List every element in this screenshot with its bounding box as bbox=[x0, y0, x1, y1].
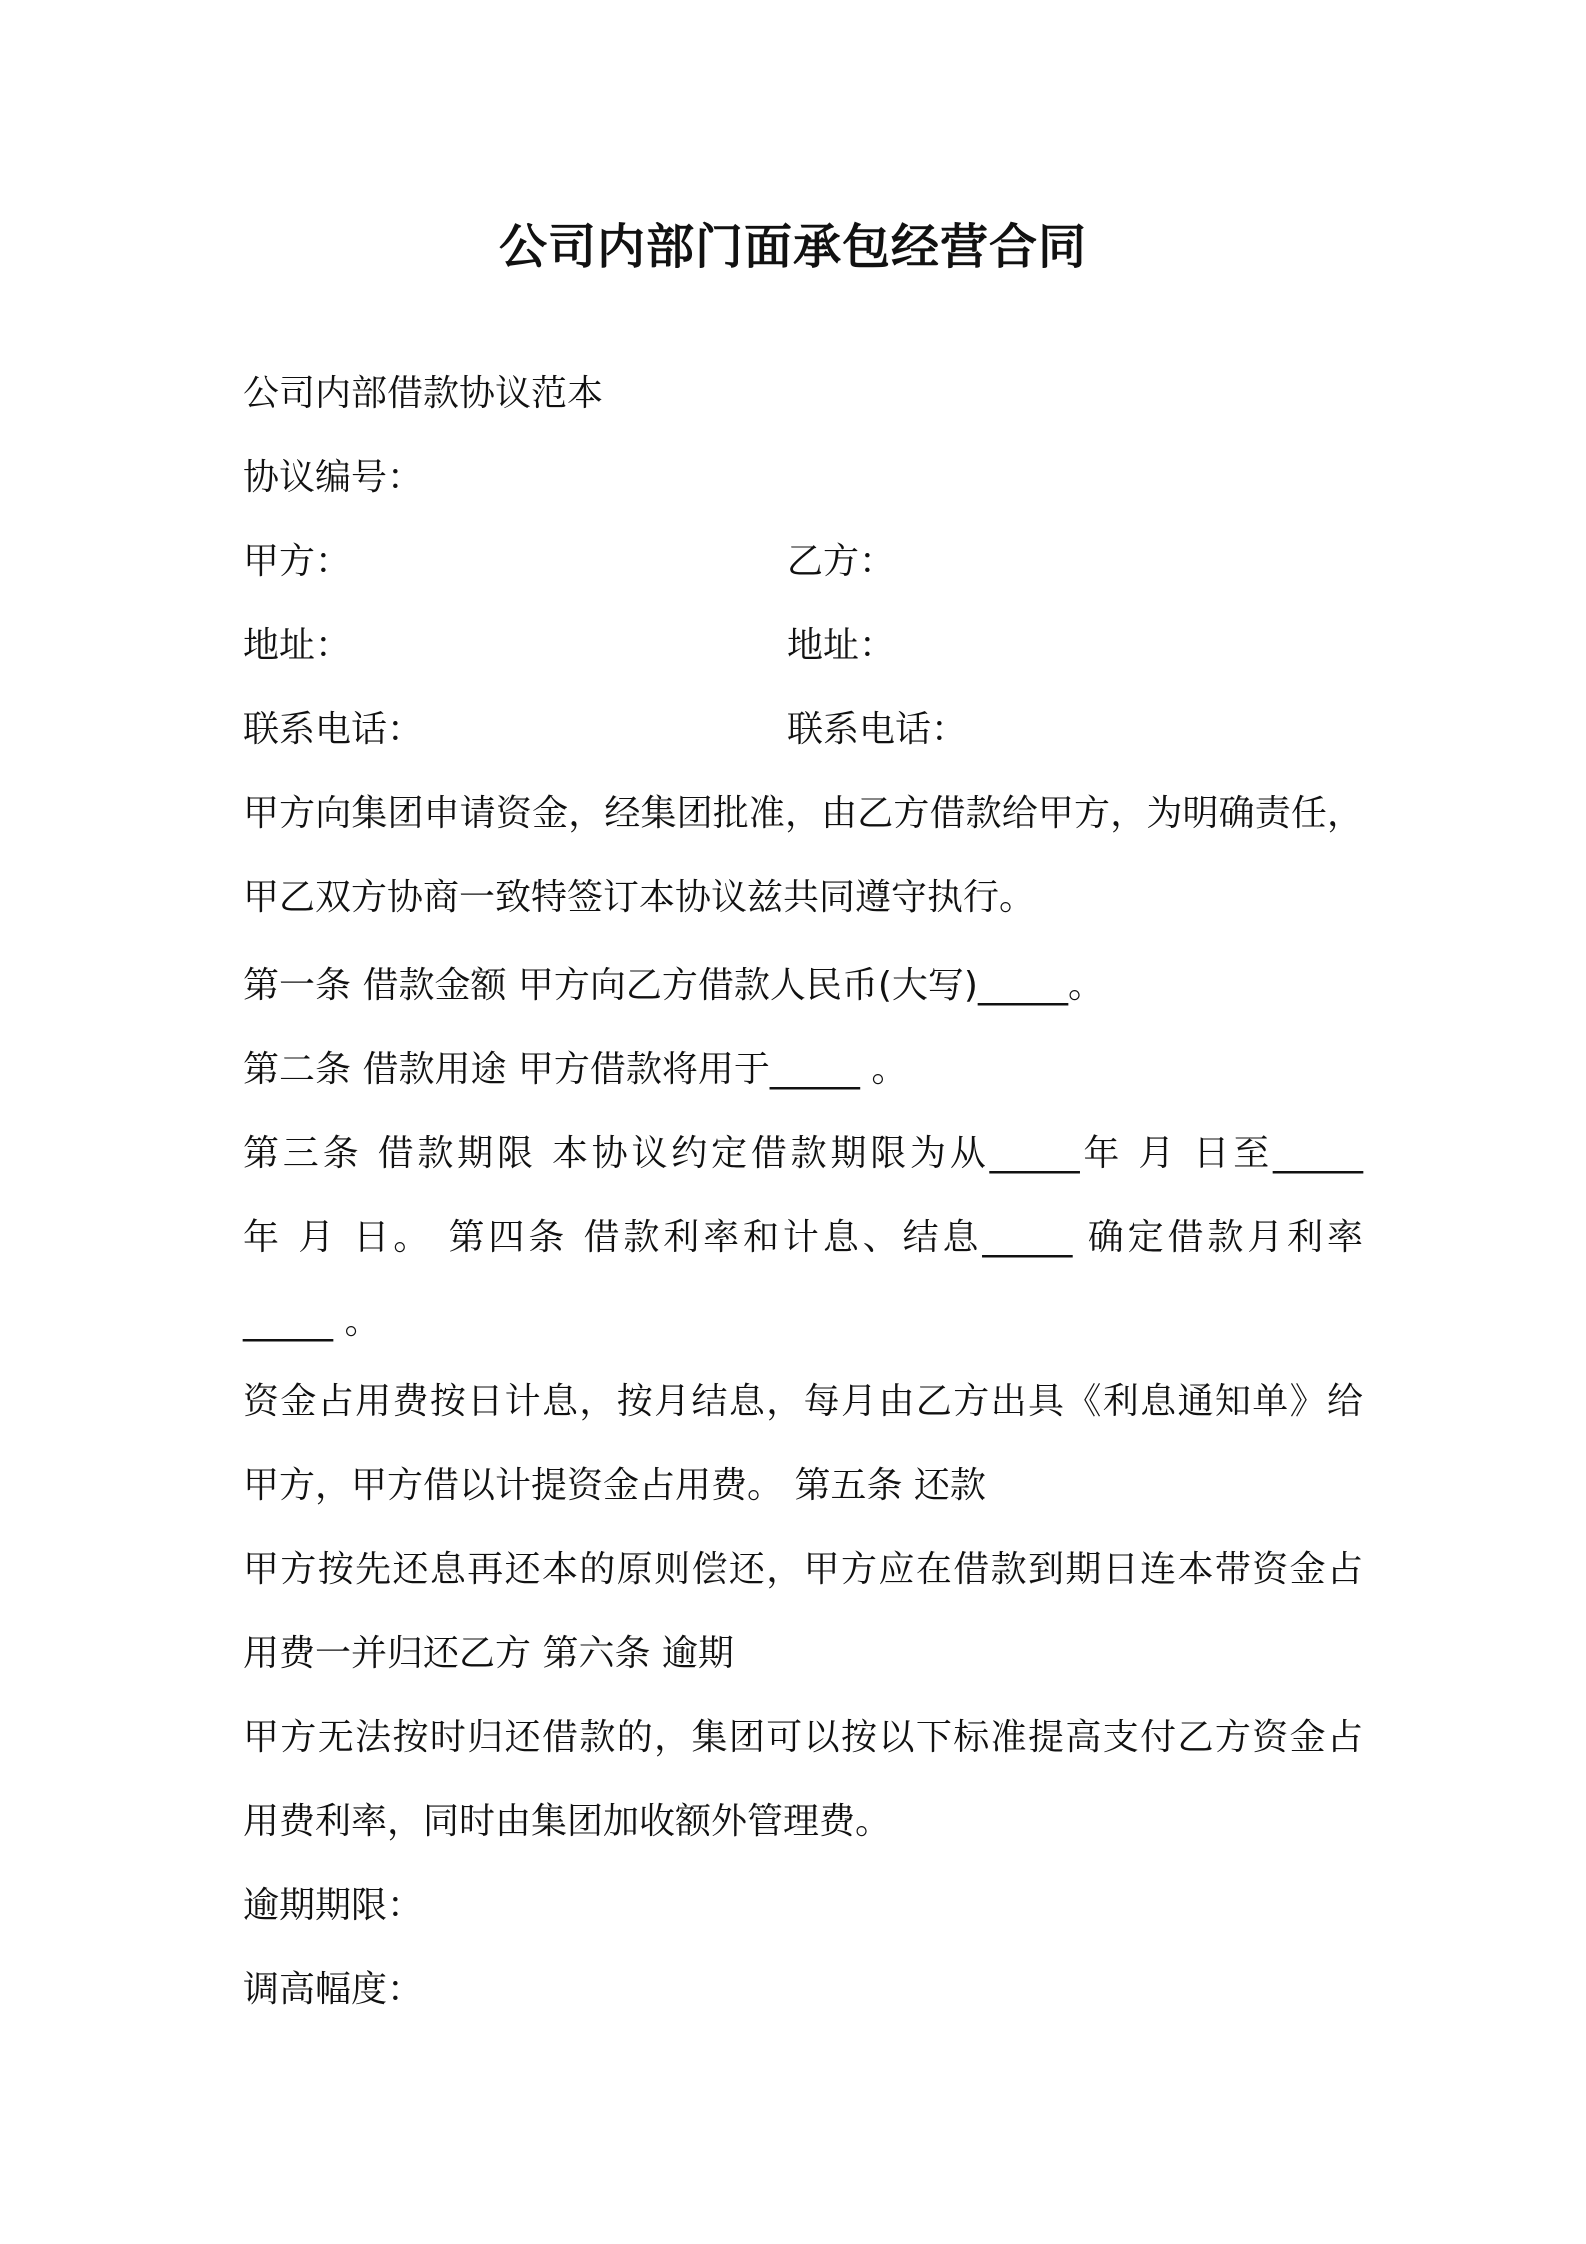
rate-increase-label: 调高幅度： bbox=[243, 1969, 424, 2010]
party-a-phone-label: 联系电话： bbox=[243, 709, 424, 750]
body-line: 甲方向集团申请资金，经集团批准，由乙方借款给甲方，为明确责任， bbox=[243, 793, 1363, 834]
body-line: 甲方无法按时归还借款的，集团可以按以下标准提高支付乙方资金占 bbox=[243, 1717, 1363, 1758]
article-5-line: 甲方，甲方借以计提资金占用费。 第五条 还款 bbox=[243, 1465, 986, 1506]
party-a-label: 甲方： bbox=[243, 541, 352, 582]
subtitle: 公司内部借款协议范本 bbox=[243, 373, 604, 414]
body-line: 甲乙双方协商一致特签订本协议兹共同遵守执行。 bbox=[243, 877, 1036, 918]
party-b-phone-label: 联系电话： bbox=[787, 709, 968, 750]
overdue-period-label: 逾期期限： bbox=[243, 1885, 424, 1926]
article-1-line: 第一条 借款金额 甲方向乙方借款人民币(大写)_____。 bbox=[243, 965, 1104, 1006]
party-b-label: 乙方： bbox=[787, 541, 896, 582]
body-line: 甲方按先还息再还本的原则偿还，甲方应在借款到期日连本带资金占 bbox=[243, 1549, 1363, 1590]
article-4-line: 年 月 日。 第四条 借款利率和计息、结息_____ 确定借款月利率 bbox=[243, 1217, 1363, 1258]
article-2-line: 第二条 借款用途 甲方借款将用于_____ 。 bbox=[243, 1049, 908, 1090]
document-title: 公司内部门面承包经营合同 bbox=[498, 219, 1087, 275]
party-a-address-label: 地址： bbox=[243, 625, 352, 666]
body-line: 资金占用费按日计息，按月结息，每月由乙方出具《利息通知单》给 bbox=[243, 1381, 1363, 1422]
party-b-address-label: 地址： bbox=[787, 625, 896, 666]
agreement-number-label: 协议编号： bbox=[243, 457, 424, 498]
body-line: _____ 。 bbox=[243, 1301, 381, 1342]
article-3-line: 第三条 借款期限 本协议约定借款期限为从_____年 月 日至_____ bbox=[243, 1133, 1363, 1174]
article-6-line: 用费一并归还乙方 第六条 逾期 bbox=[243, 1633, 734, 1674]
body-line: 用费利率，同时由集团加收额外管理费。 bbox=[243, 1801, 892, 1842]
